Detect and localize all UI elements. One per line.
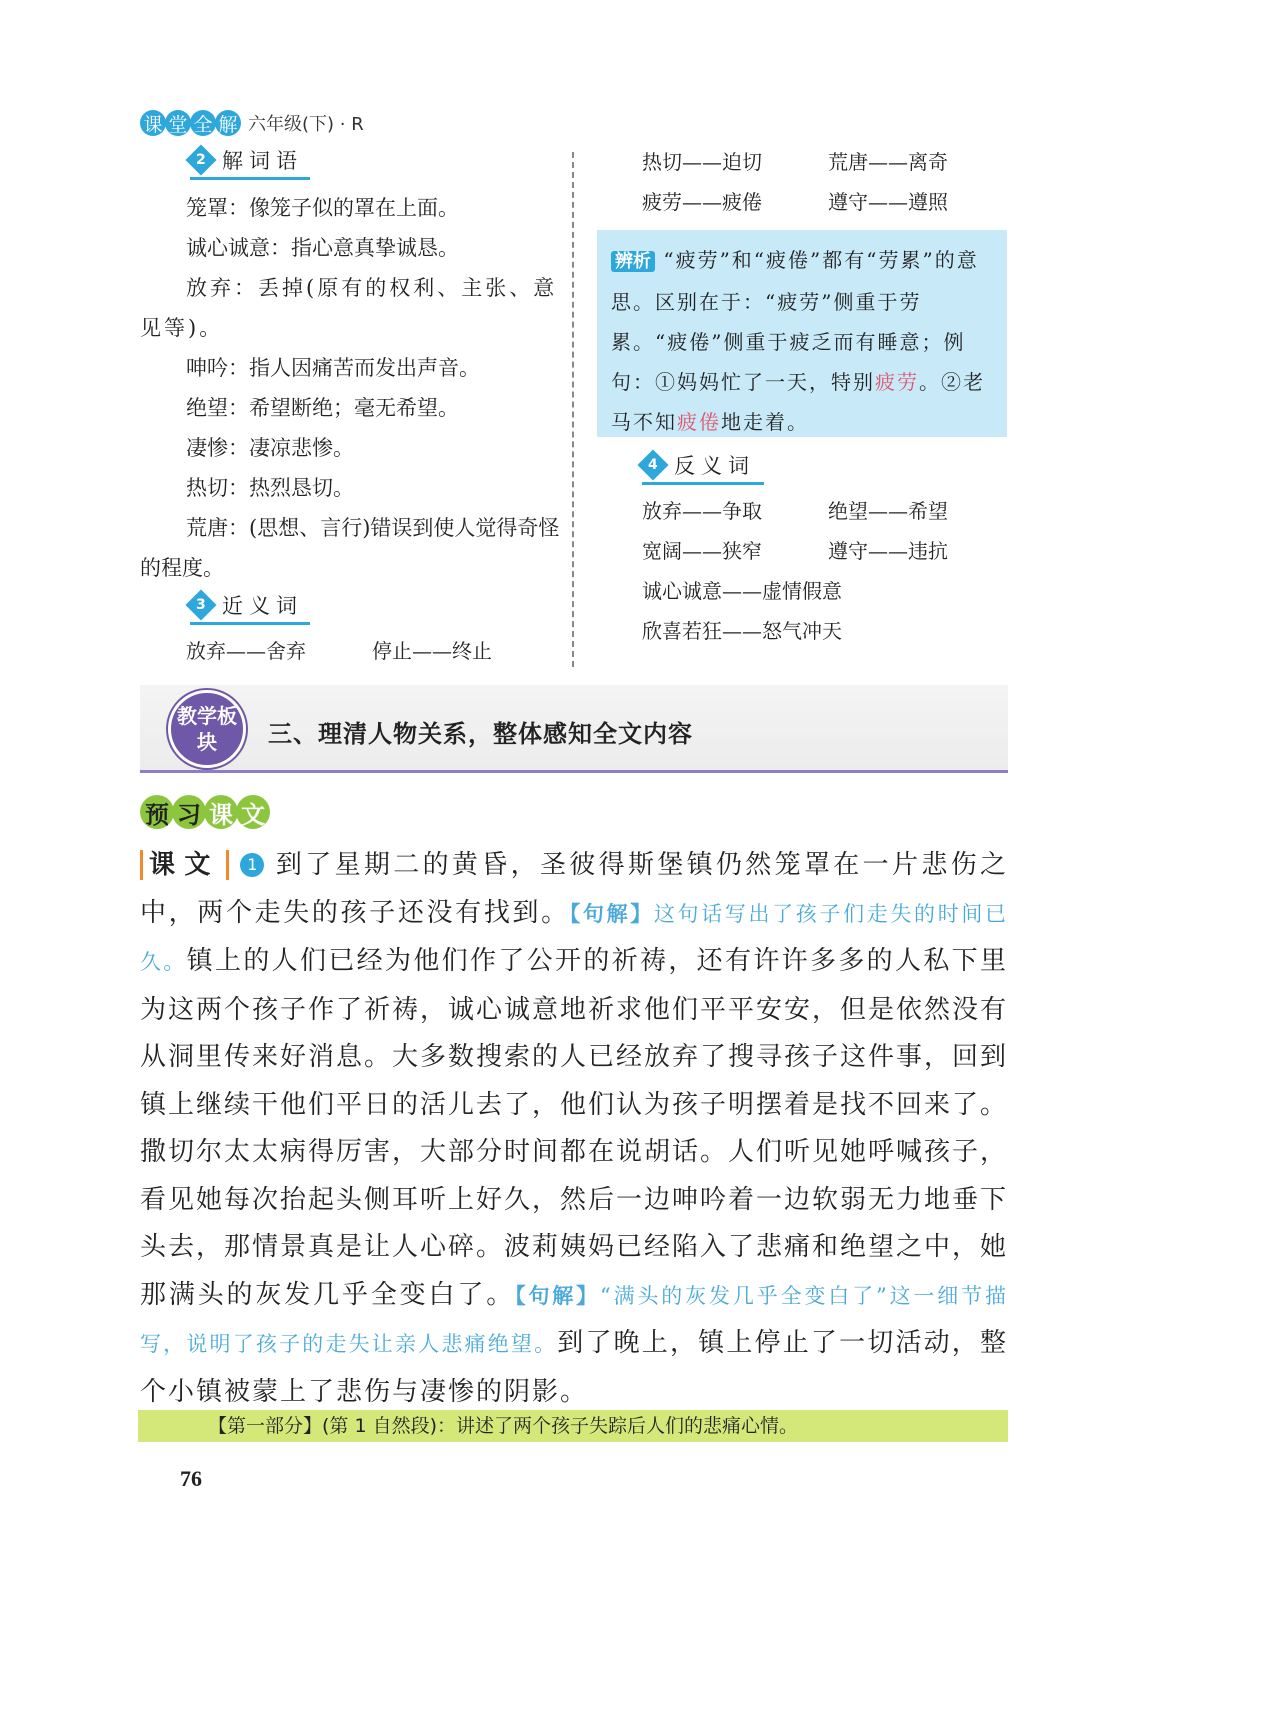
book-logo — [140, 110, 240, 136]
antonym-row — [642, 571, 1014, 611]
section-number-icon: 4 — [637, 449, 668, 480]
highlight-word: 疲劳 — [875, 370, 919, 394]
word-pair: 热切——迫切 — [642, 150, 762, 174]
logo-char: 课 — [140, 110, 166, 136]
sentence-note: 【句解】这句话写出了孩子们走失的时间已久。 — [140, 901, 1009, 974]
section-number-icon: 3 — [185, 589, 216, 620]
word-pair: 欣喜若狂——怒气冲天 — [642, 619, 842, 643]
word-pair: 放弃——争取 — [642, 499, 762, 523]
section-heading — [642, 450, 764, 485]
analysis-text: “疲劳”和“疲倦”都有“劳累”的意思。区别在于：“疲劳”侧重于劳累。“疲倦”侧重于疲乏而有睡意；例句：①妈妈忙了一天，特别 — [611, 248, 979, 394]
module-title: 三、理清人物关系，整体感知全文内容 — [268, 720, 693, 748]
definition: 放弃：丢掉(原有的权利、主张、意见等)。 — [140, 276, 558, 340]
lesson-sentence: 到了星期二的黄昏，圣彼得斯堡镇仍然笼罩在一片悲伤之中，两个走失的孩子还没有找到。 — [140, 850, 1008, 928]
antonym-section — [642, 450, 1014, 651]
antonym-row — [642, 531, 1014, 571]
definition: 绝望：希望断绝；毫无希望。 — [186, 396, 459, 420]
word-pair: 绝望——希望 — [828, 499, 948, 523]
analysis-text: 地走着。 — [721, 410, 809, 434]
lesson-sentence: 镇上的人们已经为他们作了公开的祈祷，还有许许多多的人私下里为这两个孩子作了祈祷，诚心诚意地祈求他们平平安安，但是依然没有从洞里传来好消息。大多数搜索的人已经放弃了搜寻孩子这件事，回到镇上继续干他们平日的活儿去了，他们认为孩子明摆着是找不回来了。撒切尔太太病得厉害，大部分时间都在说胡话。人们听见她呼喊孩子，看见她每次抬起头侧耳听上好久，然后一边呻吟着一边软弱无力地垂下头去，那情景真是让人心碎。波莉姨妈已经陷入了悲痛和绝望之中，她那满头的灰发几乎全变白了。 — [140, 946, 1009, 1310]
paragraph-number: 1 — [240, 853, 264, 877]
word-pair: 遵守——遵照 — [828, 190, 948, 214]
highlight-word: 疲倦 — [677, 410, 721, 434]
analysis-box — [597, 230, 1007, 437]
analysis-text: 。②老马不知 — [611, 370, 985, 434]
synonym-row — [186, 631, 560, 671]
page-number: 76 — [180, 1466, 202, 1491]
section-number-icon: 2 — [185, 144, 216, 175]
logo-char: 堂 — [165, 110, 191, 136]
word-pair: 遵守——违抗 — [828, 539, 948, 563]
preview-char: 课 — [204, 795, 238, 829]
section-title: 近义词 — [222, 594, 303, 618]
column-divider — [572, 152, 574, 667]
lesson-text — [140, 842, 1008, 1416]
analysis-tag: 辨析 — [611, 251, 655, 272]
definition: 笼罩：像笼子似的罩在上面。 — [186, 196, 459, 220]
word-pair: 放弃——舍弃 — [186, 639, 306, 663]
synonym-row — [642, 142, 1014, 182]
definition: 荒唐：(思想、言行)错误到使人觉得奇怪的程度。 — [140, 516, 560, 580]
definition: 呻吟：指人因痛苦而发出声音。 — [186, 356, 480, 380]
text-label: 课文 — [140, 850, 229, 880]
preview-char: 预 — [140, 795, 174, 829]
logo-char: 解 — [215, 110, 241, 136]
module-badge: 教学板块 — [168, 690, 246, 768]
antonym-row — [642, 611, 1014, 651]
section-heading — [190, 590, 310, 625]
preview-char: 习 — [172, 795, 206, 829]
definition: 热切：热烈恳切。 — [186, 476, 354, 500]
antonym-row — [642, 491, 1014, 531]
right-column-top — [642, 142, 1014, 222]
grade-label: 六年级(下) · R — [248, 114, 364, 135]
part-summary: 【第一部分】(第 1 自然段)：讲述了两个孩子失踪后人们的悲痛心情。 — [138, 1410, 1008, 1442]
section-heading — [190, 145, 310, 180]
page-header — [140, 110, 364, 136]
left-column — [140, 145, 560, 671]
preview-char: 文 — [236, 795, 270, 829]
definition: 凄惨：凄凉悲惨。 — [186, 436, 354, 460]
word-pair: 荒唐——离奇 — [828, 150, 948, 174]
section-title: 反义词 — [674, 454, 755, 478]
sentence-note: 【句解】“满头的灰发几乎全变白了”这一细节描写，说明了孩子的走失让亲人悲痛绝望。 — [140, 1283, 1008, 1356]
lesson-sentence: 到了晚上，镇上停止了一切活动，整个小镇被蒙上了悲伤与凄惨的阴影。 — [140, 1328, 1008, 1407]
section-title: 解词语 — [222, 149, 303, 173]
preview-label — [140, 795, 268, 829]
definition: 诚心诚意：指心意真挚诚恳。 — [186, 236, 459, 260]
word-pair: 宽阔——狭窄 — [642, 539, 762, 563]
word-pair: 诚心诚意——虚情假意 — [642, 579, 842, 603]
word-pair: 停止——终止 — [372, 639, 492, 663]
synonym-row — [642, 182, 1014, 222]
logo-char: 全 — [190, 110, 216, 136]
word-pair: 疲劳——疲倦 — [642, 190, 762, 214]
